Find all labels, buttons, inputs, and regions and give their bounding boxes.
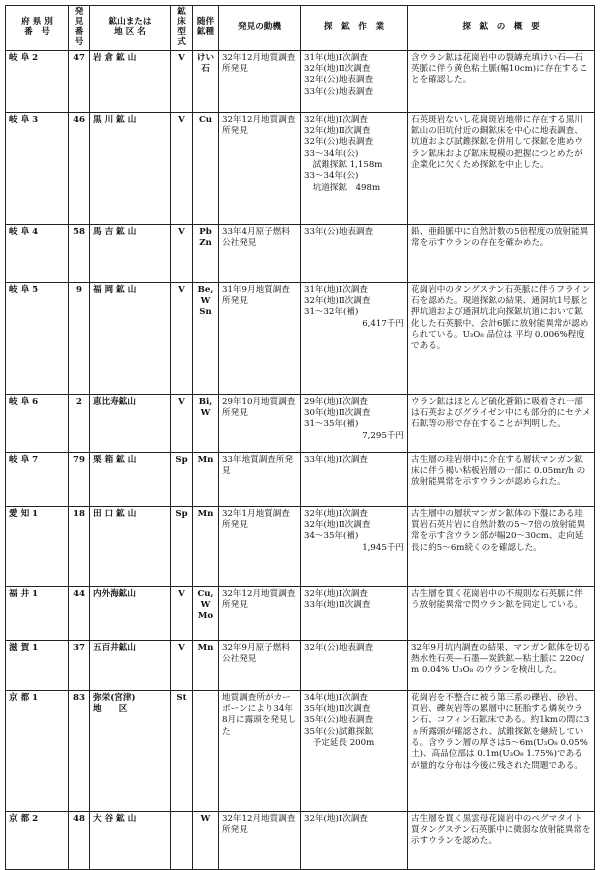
work-line: 30年(地)Ⅱ次調査 <box>304 407 371 418</box>
header-discovery-no: 発見 番号 <box>69 6 90 51</box>
minerals-cell <box>193 690 219 811</box>
discovery-motive-cell: 33年地質調査所発見 <box>219 452 301 506</box>
table-row <box>6 452 595 506</box>
exploration-work-cell <box>301 506 408 586</box>
mine-name-cell: 大 谷 鉱 山 <box>90 811 171 869</box>
work-line: 35年(地)Ⅱ次調査 <box>304 703 371 714</box>
work-line: 32年(公)地表調査 <box>304 137 374 148</box>
exploration-work-cell <box>301 452 408 506</box>
table-row <box>6 506 595 586</box>
subsidy-amount: 7,295千円 <box>362 430 404 441</box>
deposit-type-cell: V <box>171 50 193 112</box>
work-line: 32年(地)Ⅱ次調査 <box>304 125 371 136</box>
minerals-cell: Mn <box>193 640 219 690</box>
deposit-type-cell: Sp <box>171 506 193 586</box>
discovery-motive-cell: 32年12月地質調査所発見 <box>219 586 301 640</box>
prefecture-cell: 愛 知 1 <box>6 506 69 586</box>
discovery-no-cell: 47 <box>69 50 90 112</box>
exploration-work-cell <box>301 112 408 224</box>
discovery-no-cell: 37 <box>69 640 90 690</box>
minerals-cell: けい石 <box>193 50 219 112</box>
work-line: 35年(公)試錐探鉱 <box>304 726 374 737</box>
exploration-summary-cell: 花崗岩中のタングステン石英脈に伴うフライン石を認めた。現道探鉱の結果、通洞坑1号脈と押坑道および通洞坑北向探鉱坑道において鉱化した石英脈中、会計6脈に放射能異常が認められている。U₃O₈ 品位は 平均 0.006%程度である。 <box>408 282 595 394</box>
work-line: 34〜35年(補) <box>304 531 359 542</box>
exploration-summary-cell: 鉛、亜鉛脈中に自然計数の5倍程度の放射能異常を示すウランの存在を確かめた。 <box>408 224 595 282</box>
mine-name-cell: 福 岡 鉱 山 <box>90 282 171 394</box>
work-line: 32年(地)Ⅰ次調査 <box>304 114 369 125</box>
deposit-type-cell: V <box>171 282 193 394</box>
table-row <box>6 224 595 282</box>
work-line: 32年(地)Ⅱ次調査 <box>304 63 371 74</box>
minerals-cell: Bi, W <box>193 394 219 452</box>
work-line: 33〜34年(公) <box>304 148 359 159</box>
discovery-no-cell: 9 <box>69 282 90 394</box>
discovery-motive-cell: 32年12月地質調査所発見 <box>219 112 301 224</box>
prefecture-cell: 京 都 2 <box>6 811 69 869</box>
table-row <box>6 811 595 869</box>
work-line: 32年(地)Ⅱ次調査 <box>304 519 371 530</box>
subsidy-amount: 1,945千円 <box>362 542 404 553</box>
prefecture-cell: 岐 阜 5 <box>6 282 69 394</box>
work-line: 32年(地)Ⅰ次調査 <box>304 813 369 824</box>
prefecture-cell: 岐 阜 6 <box>6 394 69 452</box>
exploration-summary-cell: 石英斑岩ないし花崗斑岩地帯に存在する黒川鉱山の旧坑付近の銅鉱床を中心に地表調査、坑道および試錐探鉱を併用して探鉱を進めウラン鉱床および鉱床規模の把握につとめたが企業化に欠くため探鉱を中止した。 <box>408 112 595 224</box>
exploration-summary-cell: 花崗岩を不整合に被う第三系の礫岩、砂岩、頁岩、礫灰岩等の累層中に胚胎する燐灰ウラン石、コフィン石鉱床である。約1kmの間に3ヵ所露頭が確認され、試錐探鉱を継続している。含ウラン層の厚さは5〜6m(U₃O₈ 0.05%土)、高品位部は 0.1m(U₃O₈ 1.75%)であるが量的な分布は今後に残された問題である。 <box>408 690 595 811</box>
discovery-motive-cell: 地質調査所がカーボーンにより34年8月に露頭を発見した <box>219 690 301 811</box>
deposit-type-cell: Sp <box>171 452 193 506</box>
work-line: 32年(公)地表調査 <box>304 75 374 86</box>
exploration-summary-cell: 含ウラン鉱は花崗岩中の裂罅充填けい石—石英脈に伴う黄色粘土脈(幅10cm)に存在することを確認した。 <box>408 50 595 112</box>
deposit-type-cell: V <box>171 640 193 690</box>
mine-name-cell: 岩 倉 鉱 山 <box>90 50 171 112</box>
exploration-work-cell <box>301 394 408 452</box>
minerals-cell: Cu <box>193 112 219 224</box>
work-line: 33年(地)Ⅰ次調査 <box>304 454 369 465</box>
table-row <box>6 586 595 640</box>
work-line: 33年(地)Ⅱ次調査 <box>304 599 371 610</box>
discovery-no-cell: 58 <box>69 224 90 282</box>
work-line: 予定延長 200m <box>304 737 375 748</box>
work-line: 34年(地)Ⅰ次調査 <box>304 692 369 703</box>
deposit-type-cell: V <box>171 224 193 282</box>
deposit-type-cell: V <box>171 394 193 452</box>
prefecture-cell: 岐 阜 3 <box>6 112 69 224</box>
table-row <box>6 690 595 811</box>
work-line: 33〜34年(公) <box>304 171 359 182</box>
mine-name-cell: 弥栄(宮津) 地 区 <box>90 690 171 811</box>
exploration-work-cell <box>301 640 408 690</box>
header-work: 探 鉱 作 業 <box>301 6 408 51</box>
mine-name-cell: 恵比寿鉱山 <box>90 394 171 452</box>
work-line: 35年(公)地表調査 <box>304 715 374 726</box>
discovery-no-cell: 2 <box>69 394 90 452</box>
minerals-cell: Be, W Sn <box>193 282 219 394</box>
exploration-summary-cell: ウラン鉱はほとんど硫化蒼鉛に吸着され一部は石英およびグライゼン中にも部分的にセテメ石鉱等の形で存在することが判明した。 <box>408 394 595 452</box>
work-line: 試錐探鉱 1,158m <box>304 159 383 170</box>
uranium-exploration-table <box>5 5 595 870</box>
work-line: 坑道探鉱 498m <box>304 182 381 193</box>
table-row <box>6 282 595 394</box>
mine-name-cell: 馬 吉 鉱 山 <box>90 224 171 282</box>
work-line: 32年(地)Ⅱ次調査 <box>304 295 371 306</box>
prefecture-cell: 岐 阜 7 <box>6 452 69 506</box>
mine-name-cell: 五百井鉱山 <box>90 640 171 690</box>
minerals-cell: Cu, W Mo <box>193 586 219 640</box>
discovery-motive-cell: 32年12月地質調査所発見 <box>219 50 301 112</box>
minerals-cell: W <box>193 811 219 869</box>
mine-name-cell: 栗 箱 鉱 山 <box>90 452 171 506</box>
header-minerals: 随伴 鉱種 <box>193 6 219 51</box>
exploration-summary-cell: 古生層中の層状マンガン鉱体の下盤にある珪質岩石英片岩に自然計数の5〜7倍の放射能異常を示す含ウラン部が幅20〜30cm、走向延長に約5〜6m続くのを確認した。 <box>408 506 595 586</box>
table-row <box>6 394 595 452</box>
exploration-work-cell <box>301 811 408 869</box>
exploration-work-cell <box>301 586 408 640</box>
discovery-no-cell: 44 <box>69 586 90 640</box>
exploration-summary-cell: 32年9月坑内調査の結果、マンガン鉱体を切る熱水性石英—石墨—炭鉄鉱—粘土脈に 220c/m 0.04% U₃O₈ のウランを検出した。 <box>408 640 595 690</box>
discovery-motive-cell: 32年9月原子燃料公社発見 <box>219 640 301 690</box>
table-row <box>6 112 595 224</box>
discovery-motive-cell: 32年12月地質調査所発見 <box>219 811 301 869</box>
discovery-no-cell: 83 <box>69 690 90 811</box>
discovery-motive-cell: 33年4月原子燃料公社発見 <box>219 224 301 282</box>
exploration-summary-cell: 古生層を貫く黒雲母花崗岩中のペグマタイト質タングステン石英脈中に微弱な放射能異常を示すウランを認めた。 <box>408 811 595 869</box>
discovery-no-cell: 46 <box>69 112 90 224</box>
table-row <box>6 50 595 112</box>
header-motive: 発見の動機 <box>219 6 301 51</box>
minerals-cell: Mn <box>193 452 219 506</box>
deposit-type-cell: V <box>171 112 193 224</box>
mine-name-cell: 内外海鉱山 <box>90 586 171 640</box>
header-prefecture: 府 県 別 番 号 <box>6 6 69 51</box>
discovery-no-cell: 48 <box>69 811 90 869</box>
minerals-cell: Mn <box>193 506 219 586</box>
document-page <box>5 5 594 856</box>
work-line: 31〜35年(補) <box>304 419 359 430</box>
prefecture-cell: 京 都 1 <box>6 690 69 811</box>
deposit-type-cell: V <box>171 586 193 640</box>
exploration-summary-cell: 古生層の珪岩帯中に介在する層状マンガン鉱床に伴う褐い粘板岩層の一部に 0.05mr/h の放射能異常を示すウランが認められた。 <box>408 452 595 506</box>
work-line: 32年(公)地表調査 <box>304 642 374 653</box>
work-line: 33年(公)地表調査 <box>304 86 374 97</box>
work-line: 29年(地)Ⅰ次調査 <box>304 396 369 407</box>
table-row <box>6 640 595 690</box>
header-mine: 鉱山または 地 区 名 <box>90 6 171 51</box>
prefecture-cell: 岐 阜 2 <box>6 50 69 112</box>
exploration-work-cell <box>301 282 408 394</box>
exploration-work-cell <box>301 690 408 811</box>
mine-name-cell: 黒 川 鉱 山 <box>90 112 171 224</box>
work-line: 31年(地)Ⅰ次調査 <box>304 284 369 295</box>
header-summary: 探 鉱 の 概 要 <box>408 6 595 51</box>
header-deposit-type: 鉱床 型式 <box>171 6 193 51</box>
discovery-motive-cell: 29年10月地質調査所発見 <box>219 394 301 452</box>
work-line: 32年(地)Ⅰ次調査 <box>304 508 369 519</box>
prefecture-cell: 福 井 1 <box>6 586 69 640</box>
table-header <box>6 6 595 51</box>
exploration-work-cell <box>301 50 408 112</box>
discovery-no-cell: 79 <box>69 452 90 506</box>
discovery-no-cell: 18 <box>69 506 90 586</box>
exploration-work-cell <box>301 224 408 282</box>
deposit-type-cell <box>171 811 193 869</box>
deposit-type-cell: St <box>171 690 193 811</box>
work-line: 31〜32年(補) <box>304 307 359 318</box>
table-body <box>6 50 595 869</box>
mine-name-cell: 田 口 鉱 山 <box>90 506 171 586</box>
prefecture-cell: 滋 賀 1 <box>6 640 69 690</box>
work-line: 33年(公)地表調査 <box>304 226 374 237</box>
work-line: 32年(地)Ⅰ次調査 <box>304 588 369 599</box>
discovery-motive-cell: 31年9月地質調査所発見 <box>219 282 301 394</box>
work-line: 31年(地)Ⅰ次調査 <box>304 52 369 63</box>
prefecture-cell: 岐 阜 4 <box>6 224 69 282</box>
subsidy-amount: 6,417千円 <box>362 318 404 329</box>
minerals-cell: Pb Zn <box>193 224 219 282</box>
discovery-motive-cell: 32年1月地質調査所発見 <box>219 506 301 586</box>
exploration-summary-cell: 古生層を貫く花崗岩中の不規則な石英脈に伴う放射能異常で閃ウラン鉱を同定している。 <box>408 586 595 640</box>
